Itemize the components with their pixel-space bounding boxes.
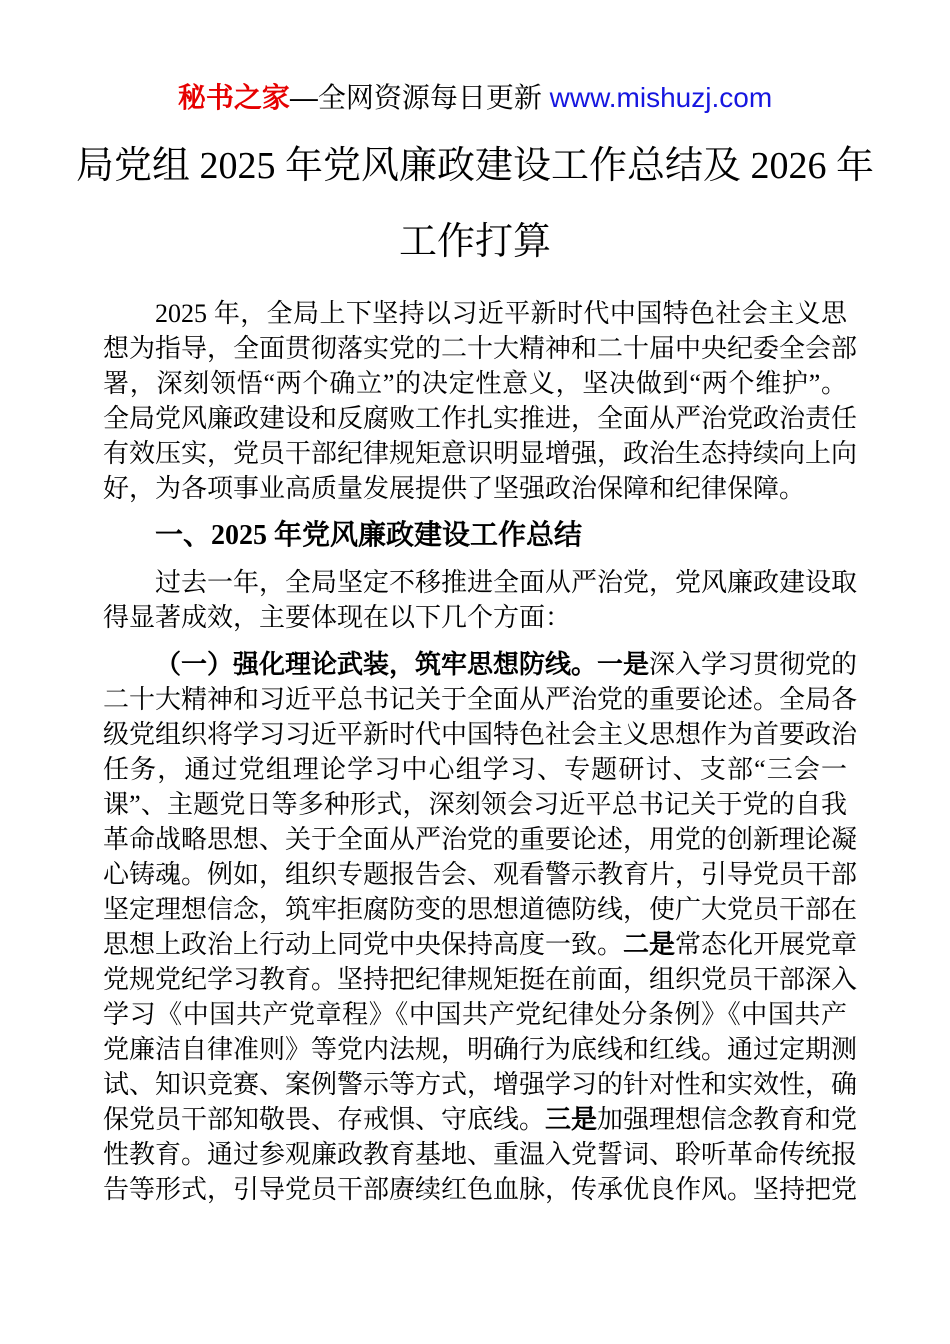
body-line <box>103 296 847 331</box>
body-line <box>103 1032 858 1067</box>
body-line <box>103 822 858 857</box>
text-segment: 有效压实，党员干部纪律规矩意识明显增强，政治生态持续向上向 <box>103 439 858 468</box>
body-line <box>103 787 847 822</box>
site-header <box>0 78 950 118</box>
document-body <box>103 296 858 1207</box>
paragraph <box>103 296 858 506</box>
text-segment: 告等形式，引导党员干部赓续红色血脉，传承优良作风。坚持把党 <box>103 1175 858 1204</box>
text-segment: 想为指导，全面贯彻落实党的二十大精神和二十届中央纪委全会部 <box>103 334 858 363</box>
site-tagline: —全网资源每日更新 <box>289 82 550 113</box>
text-segment: 署，深刻领悟“两个确立”的决定性意义，坚决做到“两个维护”。 <box>103 369 847 398</box>
text-segment: 保党员干部知敬畏、存戒惧、守底线。 <box>103 1105 546 1134</box>
title-line: 工作打算 <box>398 221 551 263</box>
text-segment: 一、2025 年党风廉政建设工作总结 <box>155 520 583 551</box>
paragraph <box>103 647 858 1207</box>
text-segment: 好，为各项事业高质量发展提供了坚强政治保障和纪律保障。 <box>103 474 806 503</box>
body-line <box>103 366 847 401</box>
section-heading <box>103 518 847 553</box>
body-line <box>103 717 858 752</box>
body-line <box>103 927 858 962</box>
body-line <box>103 1102 858 1137</box>
body-line <box>103 1137 858 1172</box>
text-segment: 学习《中国共产党章程》《中国共产党纪律处分条例》《中国共产 <box>103 1000 847 1029</box>
text-segment: 坚定理想信念，筑牢拒腐防变的思想道德防线，使广大党员干部在 <box>103 895 858 924</box>
text-segment: 级党组织将学习习近平新时代中国特色社会主义思想作为首要政治 <box>103 720 858 749</box>
text-segment: 课”、主题党日等多种形式，深刻领会习近平总书记关于党的自我 <box>103 790 847 819</box>
text-segment: 革命战略思想、关于全面从严治党的重要论述，用党的创新理论凝 <box>103 825 858 854</box>
body-line <box>103 647 858 682</box>
text-segment: 深入学习贯彻党的 <box>649 650 858 679</box>
body-line <box>103 1172 858 1207</box>
site-name: 秘书之家 <box>177 82 290 113</box>
text-segment: 过去一年，全局坚定不移推进全面从严治党，党风廉政建设取 <box>155 568 858 597</box>
body-line <box>103 682 858 717</box>
text-segment: 思想上政治上行动上同党中央保持高度一致。 <box>103 930 624 959</box>
body-line <box>103 997 847 1032</box>
text-segment: 2025 年，全局上下坚持以习近平新时代中国特色社会主义思 <box>155 299 847 328</box>
body-line <box>103 1067 858 1102</box>
body-line <box>103 471 847 506</box>
body-line <box>103 401 858 436</box>
paragraph <box>103 565 858 635</box>
text-segment: 试、知识竞赛、案例警示等方式，增强学习的针对性和实效性，确 <box>103 1070 858 1099</box>
body-line <box>103 518 847 553</box>
body-line <box>103 565 858 600</box>
text-segment: 党廉洁自律准则》等党内法规，明确行为底线和红线。通过定期测 <box>103 1035 858 1064</box>
title-line: 局党组 2025 年党风廉政建设工作总结及 2026 年 <box>75 145 874 187</box>
text-segment: 心铸魂。例如，组织专题报告会、观看警示教育片，引导党员干部 <box>103 860 858 889</box>
text-segment: 得显著成效，主要体现在以下几个方面： <box>103 603 572 632</box>
text-segment: 任务，通过党组理论学习中心组学习、专题研讨、支部“三会一 <box>103 755 847 784</box>
text-segment: 二十大精神和习近平总书记关于全面从严治党的重要论述。全局各 <box>103 685 858 714</box>
body-line <box>103 752 847 787</box>
text-segment: 党规党纪学习教育。坚持把纪律规矩挺在前面，组织党员干部深入 <box>103 965 858 994</box>
body-line <box>103 331 858 366</box>
body-line <box>103 857 858 892</box>
body-line <box>103 962 858 997</box>
text-segment: 加强理想信念教育和党 <box>597 1105 858 1134</box>
body-line <box>103 436 858 471</box>
text-segment: （一）强化理论武装，筑牢思想防线。一是 <box>155 650 650 679</box>
site-url-link[interactable]: www.mishuzj.com <box>549 82 773 113</box>
body-line <box>103 892 858 927</box>
text-segment: 常态化开展党章 <box>675 930 858 959</box>
text-segment: 全局党风廉政建设和反腐败工作扎实推进，全面从严治党政治责任 <box>103 404 858 433</box>
text-segment: 二是 <box>623 930 676 959</box>
text-segment: 性教育。通过参观廉政教育基地、重温入党誓词、聆听革命传统报 <box>103 1140 858 1169</box>
body-line <box>103 600 847 635</box>
document-title <box>0 128 950 280</box>
text-segment: 三是 <box>545 1105 598 1134</box>
